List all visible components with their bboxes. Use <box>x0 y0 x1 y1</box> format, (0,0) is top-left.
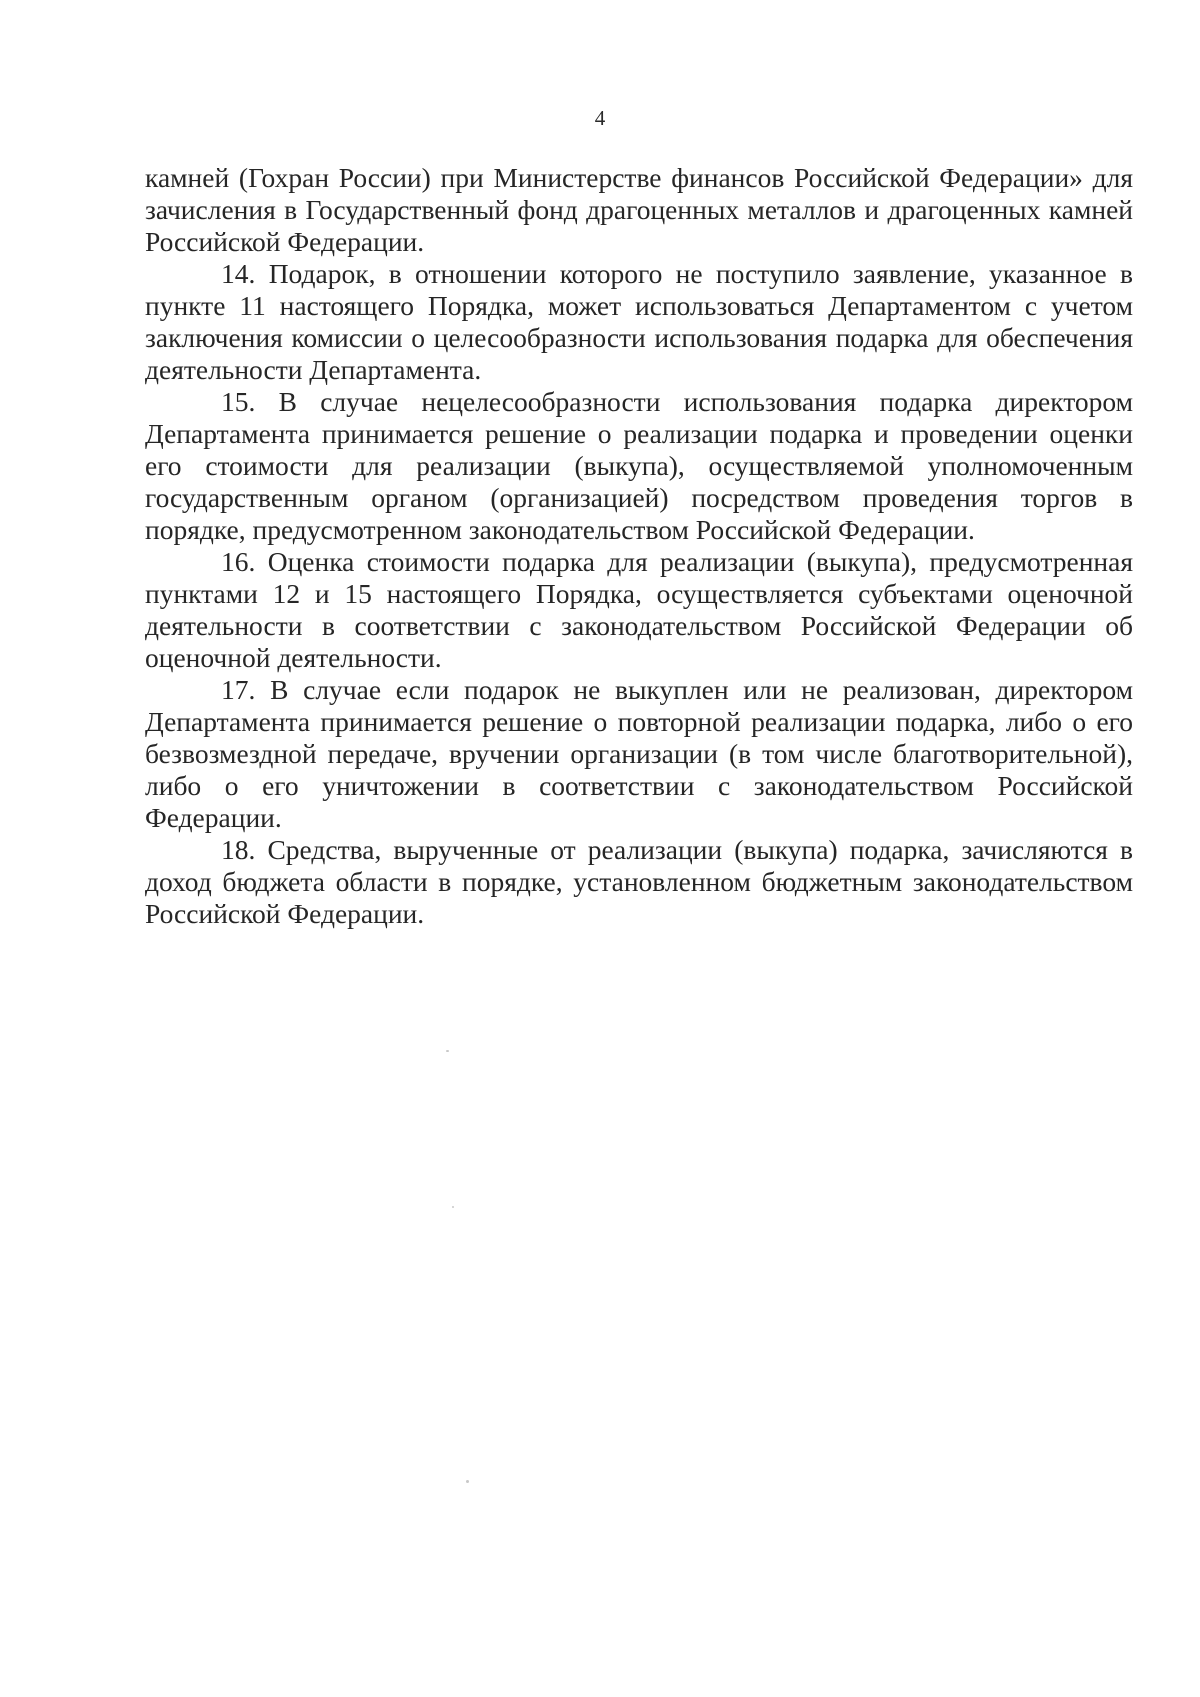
scan-speck <box>466 1480 469 1483</box>
paragraph-16: 16. Оценка стоимости подарка для реализации (выкупа), предусмотренная пунктами 12 и 15 настоящего Порядка, осуществляется субъектами оценочной деятельности в соответствии с законодательством Российской Федерации об оценочной деятельности. <box>145 546 1133 673</box>
paragraph-17: 17. В случае если подарок не выкуплен или не реализован, директором Департамента принимается решение о повторной реализации подарка, либо о его безвозмездной передаче, вручении организации (в том числе благотворительной), либо о его уничтожении в соответствии с законодательством Российской Федерации. <box>145 674 1133 833</box>
page-number: 4 <box>594 106 606 130</box>
document-body <box>145 162 1133 930</box>
paragraph-15: 15. В случае нецелесообразности использования подарка директором Департамента принимается решение о реализации подарка и проведении оценки его стоимости для реализации (выкупа), осуществляемой уполномоченным государственным органом (организацией) посредством проведения торгов в порядке, предусмотренном законодательством Российской Федерации. <box>145 386 1133 545</box>
scan-speck <box>446 1050 449 1052</box>
scan-speck <box>452 1206 454 1208</box>
paragraph-14: 14. Подарок, в отношении которого не поступило заявление, указанное в пункте 11 настоящего Порядка, может использоваться Департаментом с учетом заключения комиссии о целесообразности использования подарка для обеспечения деятельности Департамента. <box>145 258 1133 385</box>
paragraph-continued: камней (Гохран России) при Министерстве финансов Российской Федерации» для зачисления в Государственный фонд драгоценных металлов и драгоценных камней Российской Федерации. <box>145 162 1133 257</box>
paragraph-18: 18. Средства, вырученные от реализации (выкупа) подарка, зачисляются в доход бюджета области в порядке, установленном бюджетным законодательством Российской Федерации. <box>145 834 1133 929</box>
